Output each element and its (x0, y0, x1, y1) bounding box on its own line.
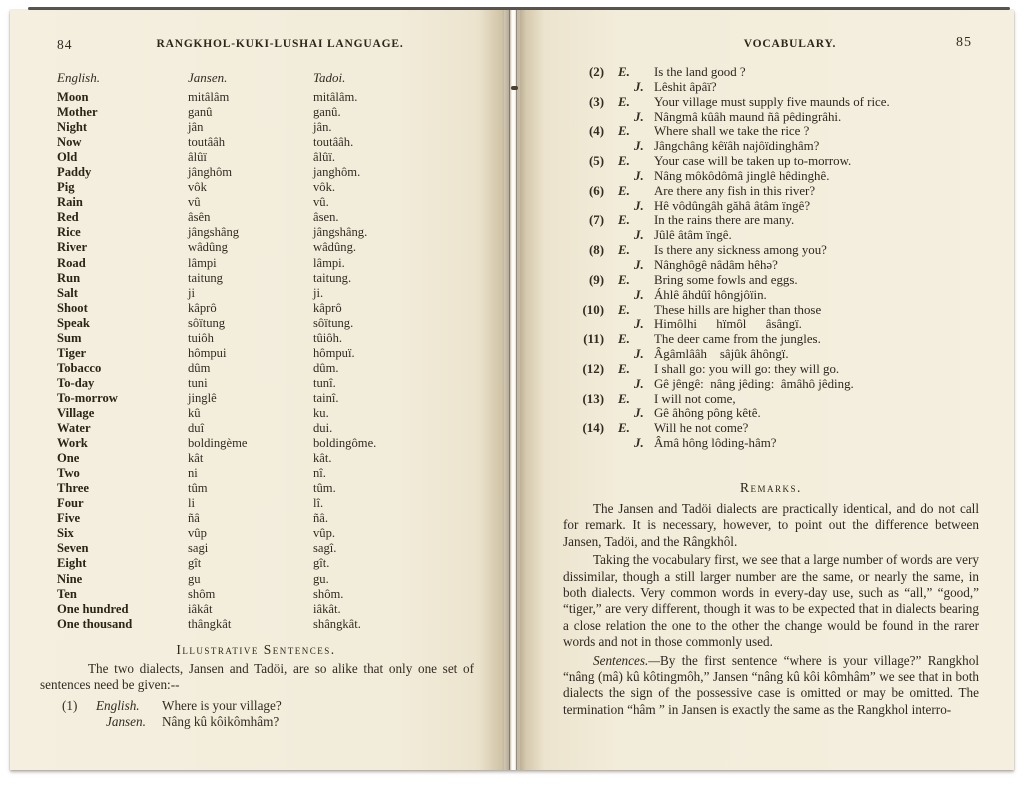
sentence-text: Himôlhi hïmôl âsângï. (654, 317, 802, 332)
column-header-tadoi: Tadoi. (313, 70, 346, 85)
vocab-cell: sôïtung (188, 315, 226, 330)
jansen-label: J. (634, 376, 644, 391)
vocab-cell: âsen. (313, 210, 339, 225)
vocab-cell: tuni (188, 375, 208, 390)
vocab-table-row (57, 361, 487, 376)
english-label: E. (618, 154, 630, 169)
vocab-cell: jângshâng (188, 225, 240, 240)
sentence-number (570, 228, 608, 243)
vocab-cell: One hundred (57, 601, 129, 616)
vocab-cell: To-day (57, 375, 95, 390)
example-english-line (62, 698, 282, 714)
vocab-cell: Eight (57, 556, 87, 571)
vocab-table-row (57, 587, 487, 602)
sentence-text: Áhlê âhdûî hôngjôïin. (654, 287, 767, 302)
vocab-cell: Rice (57, 225, 81, 240)
sentence-english-line (570, 332, 994, 347)
sentence-text: Is the land good ? (654, 65, 746, 79)
english-label: E. (618, 391, 630, 406)
vocab-cell: Six (57, 526, 74, 541)
vocab-cell: jânghôm (188, 165, 233, 180)
vocab-cell: tûm. (313, 481, 336, 496)
jansen-label: J. (634, 257, 644, 272)
vocab-cell: shôm (188, 586, 216, 601)
sentence-number (570, 288, 608, 303)
sentence-text: In the rains there are many. (654, 213, 795, 228)
sentence-number: (11) (583, 332, 604, 347)
book-gutter (480, 10, 544, 770)
vocab-cell: gît. (313, 556, 330, 571)
sentence-number (570, 110, 608, 125)
sentence-english-line (570, 243, 994, 258)
page-number-right: 85 (956, 35, 972, 50)
vocab-cell: dui. (313, 421, 333, 436)
sentence-text: Is there any sickness among you? (654, 243, 827, 258)
example-jansen-text: Nâng kû kôikômhâm? (162, 714, 280, 730)
english-label: E. (618, 243, 630, 258)
vocab-cell: Five (57, 511, 81, 526)
vocab-table-row (57, 210, 487, 225)
vocab-table-row (57, 256, 487, 271)
jansen-label: J. (634, 139, 644, 154)
vocab-cell: Two (57, 466, 80, 481)
vocab-cell: gu. (313, 571, 329, 586)
vocab-cell: Three (57, 481, 89, 496)
sentence-number: (7) (588, 213, 604, 228)
jansen-label: J. (634, 109, 644, 124)
sentence-text: I will not come, (654, 391, 736, 406)
vocab-table-row (57, 165, 487, 180)
vocab-cell: Work (57, 436, 88, 451)
vocab-cell: duî (188, 421, 205, 436)
vocab-table-row (57, 496, 487, 511)
vocab-cell: Nine (57, 571, 83, 586)
book-spread (10, 10, 1014, 770)
vocab-table-row (57, 195, 487, 210)
english-label: E. (618, 94, 630, 109)
vocab-cell: kâprô (188, 300, 217, 315)
vocab-cell: nî. (313, 466, 326, 481)
vocab-cell: ñâ (188, 511, 200, 526)
vocab-table-row (57, 511, 487, 526)
vocab-cell: gît (188, 556, 202, 571)
vocab-table-header (57, 70, 477, 86)
sentence-jansen-line (570, 199, 994, 214)
vocab-table-row (57, 240, 487, 255)
sentence-english-line (570, 95, 994, 110)
vocab-table-row (57, 466, 487, 481)
sentence-text: Âmâ hông lôding-hâm? (654, 436, 777, 451)
vocab-cell: jângshâng. (313, 225, 368, 240)
vocab-table-row (57, 421, 487, 436)
vocab-cell: kû (188, 405, 201, 420)
vocab-cell: ji (188, 285, 195, 300)
vocab-cell: thângkât (188, 616, 232, 631)
jansen-label: J. (634, 406, 644, 421)
english-label: E. (618, 302, 630, 317)
sentence-number: (6) (588, 183, 604, 198)
vocab-cell: hômpui (188, 345, 227, 360)
illustrative-sentences-heading: Illustrative Sentences. (176, 642, 336, 657)
sentence-text: Âgâmlââh sâjûk âhôngï. (654, 347, 789, 362)
vocab-cell: janghôm. (313, 165, 361, 180)
numbered-sentences-list (570, 65, 994, 451)
vocab-cell: boldingôme. (313, 436, 377, 451)
vocab-cell: Shoot (57, 300, 88, 315)
vocab-cell: jân (188, 120, 204, 135)
sentence-number: (8) (588, 243, 604, 258)
example-english-text: Where is your village? (162, 698, 282, 713)
vocab-table-row (57, 451, 487, 466)
sentence-text: Nânghôgê nâdâm hêhə? (654, 257, 778, 272)
sentence-jansen-line (570, 139, 994, 154)
sentence-text: Will he not come? (654, 421, 749, 436)
sentence-text: I shall go: you will go: they will go. (654, 361, 840, 376)
jansen-label: J. (634, 228, 644, 243)
sentence-text: Where shall we take the rice ? (654, 124, 810, 139)
jansen-label: J. (634, 347, 644, 362)
sentence-number (570, 317, 608, 332)
vocab-cell: mitâlâm (188, 90, 230, 104)
vocab-cell: Four (57, 496, 84, 511)
jansen-label: J. (634, 168, 644, 183)
vocab-cell: lî. (313, 496, 324, 511)
vocab-table-row (57, 436, 487, 451)
vocab-cell: hômpuï. (313, 345, 355, 360)
sentence-number (570, 80, 608, 95)
vocab-table-row (57, 286, 487, 301)
sentence-english-line (570, 184, 994, 199)
sentence-text: Jângchâng kêïâh najôïdinghâm? (654, 139, 820, 154)
vocab-cell: jân. (313, 120, 332, 135)
remarks-paragraph-1: The Jansen and Tadöi dialects are practically identical, and do not call for remark. It is necessary, however, to point out the difference between Jansen, Tadöi, and the Rângkhôl. (563, 501, 979, 549)
vocab-cell: dûm. (313, 360, 339, 375)
english-label: E. (618, 332, 630, 347)
sentence-text: Nâng môkôdômâ jinglê hêdinghê. (654, 168, 830, 183)
vocab-table-row (57, 271, 487, 286)
example-jansen-label: Jansen. (106, 714, 146, 730)
vocab-cell: ganû. (313, 105, 341, 120)
vocab-cell: River (57, 240, 88, 255)
vocab-table-row (57, 391, 487, 406)
sentence-number: (9) (588, 272, 604, 287)
vocab-cell: Mother (57, 105, 98, 120)
vocab-table-row (57, 617, 487, 632)
vocab-cell: tuiôh (188, 330, 214, 345)
illustrative-intro-paragraph: The two dialects, Jansen and Tadöi, are so alike that only one set of sentences need be given:-- (40, 661, 474, 693)
vocab-table-row (57, 376, 487, 391)
vocab-cell: ji. (313, 285, 324, 300)
sentence-number (570, 139, 608, 154)
vocab-table-row (57, 90, 487, 105)
sentence-text: Your village must supply five maunds of rice. (654, 94, 890, 109)
vocab-cell: li (188, 496, 195, 511)
sentence-number (570, 199, 608, 214)
sentence-number (570, 377, 608, 392)
sentence-text: Your case will be taken up to-morrow. (654, 154, 852, 169)
vocab-table-row (57, 135, 487, 150)
english-label: E. (618, 65, 630, 79)
sentence-text: Gê âhông pông kêtê. (654, 406, 761, 421)
english-label: E. (618, 124, 630, 139)
sentence-number: (14) (582, 421, 604, 436)
vocab-cell: Sum (57, 330, 82, 345)
sentence-number (570, 347, 608, 362)
vocab-cell: Road (57, 255, 86, 270)
vocab-cell: tunî. (313, 375, 336, 390)
vocab-cell: taitung. (313, 270, 352, 285)
vocab-cell: lâmpi. (313, 255, 345, 270)
sentence-english-line (570, 154, 994, 169)
vocab-cell: Night (57, 120, 88, 135)
vocab-cell: Rain (57, 195, 83, 210)
vocab-cell: Ten (57, 586, 77, 601)
sentence-text: Nângmâ kûâh maund ñâ pêdingrâhi. (654, 109, 842, 124)
vocab-cell: tûiôh. (313, 330, 343, 345)
remarks-paragraph-3-rest: By the first sentence “where is your village?” Rangkhol “nâng (mâ) kû kôtingmôh,” Jansen “nâng kû kôi kômhâm” we see that in both dialects the sign of the possessive case is omitted or may be omitted. The termination “hâm ” in Jansen is exactly the same as the Rangkhol interro- (563, 652, 979, 717)
remarks-paragraph-2: Taking the vocabulary first, we see that a large number of words are very dissimilar, though a still larger number are the same, or nearly the same, in both dialects. Very common words in every-day use, such as “all,” “good,” “tiger,” are very different, though it was to be expected that in dialects bearing a close relation the one to the other the change would be found in the rarer words and not in those commonly used. (563, 552, 979, 650)
vocab-cell: wâdûng. (313, 240, 357, 255)
sentence-number (570, 169, 608, 184)
english-label: E. (618, 421, 630, 436)
vocab-cell: mitâlâm. (313, 90, 358, 104)
vocab-cell: ni (188, 466, 198, 481)
remarks-heading: Remarks. (740, 480, 802, 495)
vocab-table-row (57, 572, 487, 587)
sentence-jansen-line (570, 347, 994, 362)
sentence-text: Bring some fowls and eggs. (654, 272, 798, 287)
sentence-number (570, 258, 608, 273)
vocab-cell: Old (57, 150, 78, 165)
vocab-table-row (57, 346, 487, 361)
page-number-left: 84 (57, 37, 73, 52)
vocab-cell: âlûï. (313, 150, 336, 165)
vocab-cell: vôk (188, 180, 207, 195)
sentence-number: (5) (588, 154, 604, 169)
sentence-text: These hills are higher than those (654, 302, 822, 317)
sentence-text: Lêshit âpâï? (654, 79, 717, 94)
sentence-jansen-line (570, 436, 994, 451)
vocab-cell: dûm (188, 360, 211, 375)
sentence-number: (13) (582, 391, 604, 406)
sentence-english-line (570, 421, 994, 436)
jansen-label: J. (634, 198, 644, 213)
vocab-cell: taitung (188, 270, 223, 285)
sentence-number (570, 406, 608, 421)
example-number: (1) (62, 698, 78, 713)
vocab-table-row (57, 180, 487, 195)
vocab-cell: iâkât. (313, 601, 341, 616)
sentence-text: Jûlê âtâm ïngê. (654, 228, 732, 243)
page-right (520, 10, 1014, 770)
english-label: E. (618, 213, 630, 228)
vocab-cell: ganû (188, 105, 213, 120)
sentence-english-line (570, 65, 994, 80)
example-sentence-1 (62, 698, 282, 731)
sentence-number (570, 436, 608, 451)
sentence-jansen-line (570, 110, 994, 125)
jansen-label: J. (634, 436, 644, 451)
example-jansen-line (62, 714, 282, 730)
column-header-english: English. (57, 70, 100, 85)
vocab-table-row (57, 602, 487, 617)
remarks-section (563, 480, 979, 720)
running-header-right: VOCABULARY. (743, 38, 837, 50)
column-header-jansen: Jansen. (188, 70, 228, 85)
vocab-table-row (57, 331, 487, 346)
vocab-cell: Red (57, 210, 79, 225)
vocab-cell: Seven (57, 541, 89, 556)
vocab-table-row (57, 120, 487, 135)
vocab-cell: Pig (57, 180, 75, 195)
vocab-cell: ñâ. (313, 511, 329, 526)
vocab-cell: âsên (188, 210, 211, 225)
sentence-number: (2) (588, 65, 604, 79)
vocab-cell: To-morrow (57, 390, 118, 405)
jansen-label: J. (634, 79, 644, 94)
jansen-label: J. (634, 287, 644, 302)
sentence-english-line (570, 392, 994, 407)
vocab-cell: kâprô (313, 300, 342, 315)
sentence-text: Gê jêngê: nâng jêding: âmâhô jêding. (654, 376, 854, 391)
vocab-cell: vôk. (313, 180, 336, 195)
vocab-cell: tainî. (313, 390, 339, 405)
vocab-table-row (57, 105, 487, 120)
sentence-jansen-line (570, 406, 994, 421)
vocab-cell: vû. (313, 195, 329, 210)
sentence-number: (3) (588, 94, 604, 109)
sentence-text: Are there any fish in this river? (654, 183, 816, 198)
vocab-cell: kât. (313, 451, 332, 466)
sentence-number: (12) (582, 361, 604, 376)
vocab-cell: jinglê (188, 390, 217, 405)
page-left (10, 10, 504, 770)
vocab-cell: iâkât (188, 601, 213, 616)
vocab-cell: ku. (313, 405, 329, 420)
sentence-english-line (570, 362, 994, 377)
example-english-label: English. (96, 698, 140, 713)
vocab-cell: boldingème (188, 436, 248, 451)
sentence-number: (4) (588, 124, 604, 139)
vocab-cell: sagi (188, 541, 209, 556)
english-label: E. (618, 183, 630, 198)
vocab-cell: toutââh (188, 135, 226, 150)
vocab-table-row (57, 481, 487, 496)
sentence-jansen-line (570, 288, 994, 303)
sentence-english-line (570, 124, 994, 139)
vocab-cell: shôm. (313, 586, 344, 601)
vocab-cell: Salt (57, 285, 78, 300)
vocab-table-row (57, 556, 487, 571)
vocab-cell: Run (57, 270, 81, 285)
english-label: E. (618, 361, 630, 376)
vocab-cell: Paddy (57, 165, 92, 180)
sentence-jansen-line (570, 80, 994, 95)
sentence-english-line (570, 303, 994, 318)
vocab-cell: Moon (57, 90, 89, 104)
sentence-jansen-line (570, 377, 994, 392)
vocab-cell: One thousand (57, 616, 133, 631)
vocab-cell: vû (188, 195, 201, 210)
vocab-table-row (57, 406, 487, 421)
vocab-table-row (57, 541, 487, 556)
vocab-cell: âlûï (188, 150, 207, 165)
vocab-cell: vûp (188, 526, 207, 541)
sentence-english-line (570, 213, 994, 228)
sentence-jansen-line (570, 258, 994, 273)
vocab-cell: Village (57, 405, 95, 420)
vocab-table-row (57, 526, 487, 541)
scan-speck (511, 86, 518, 90)
vocab-cell: wâdûng (188, 240, 228, 255)
vocab-cell: vûp. (313, 526, 336, 541)
vocab-cell: tûm (188, 481, 208, 496)
running-header-left: RANGKHOL-KUKI-LUSHAI LANGUAGE. (156, 38, 404, 50)
vocab-cell: Tiger (57, 345, 87, 360)
vocab-cell: sôïtung. (313, 315, 354, 330)
vocab-table-row (57, 225, 487, 240)
vocab-cell: kât (188, 451, 204, 466)
sentence-text: The deer came from the jungles. (654, 332, 821, 347)
vocab-cell: Speak (57, 315, 90, 330)
vocab-table-body (57, 90, 487, 632)
vocab-cell: toutââh. (313, 135, 354, 150)
english-label: E. (618, 272, 630, 287)
remarks-paragraph-3 (563, 653, 979, 719)
vocab-cell: shângkât. (313, 616, 361, 631)
vocab-cell: lâmpi (188, 255, 217, 270)
sentence-number: (10) (582, 302, 604, 317)
sentence-jansen-line (570, 169, 994, 184)
vocab-cell: Now (57, 135, 82, 150)
vocab-cell: Tobacco (57, 360, 102, 375)
sentence-jansen-line (570, 228, 994, 243)
vocab-cell: Water (57, 421, 91, 436)
vocab-table-row (57, 316, 487, 331)
vocab-cell: One (57, 451, 80, 466)
vocab-cell: gu (188, 571, 201, 586)
vocab-cell: sagî. (313, 541, 337, 556)
vocab-table-row (57, 150, 487, 165)
sentence-english-line (570, 273, 994, 288)
sentence-text: Hê vôdûngâh găhâ âtâm ïngê? (654, 198, 811, 213)
jansen-label: J. (634, 317, 644, 332)
vocab-table-row (57, 301, 487, 316)
remarks-paragraph-3-lead: Sentences.— (593, 652, 661, 668)
sentence-jansen-line (570, 317, 994, 332)
